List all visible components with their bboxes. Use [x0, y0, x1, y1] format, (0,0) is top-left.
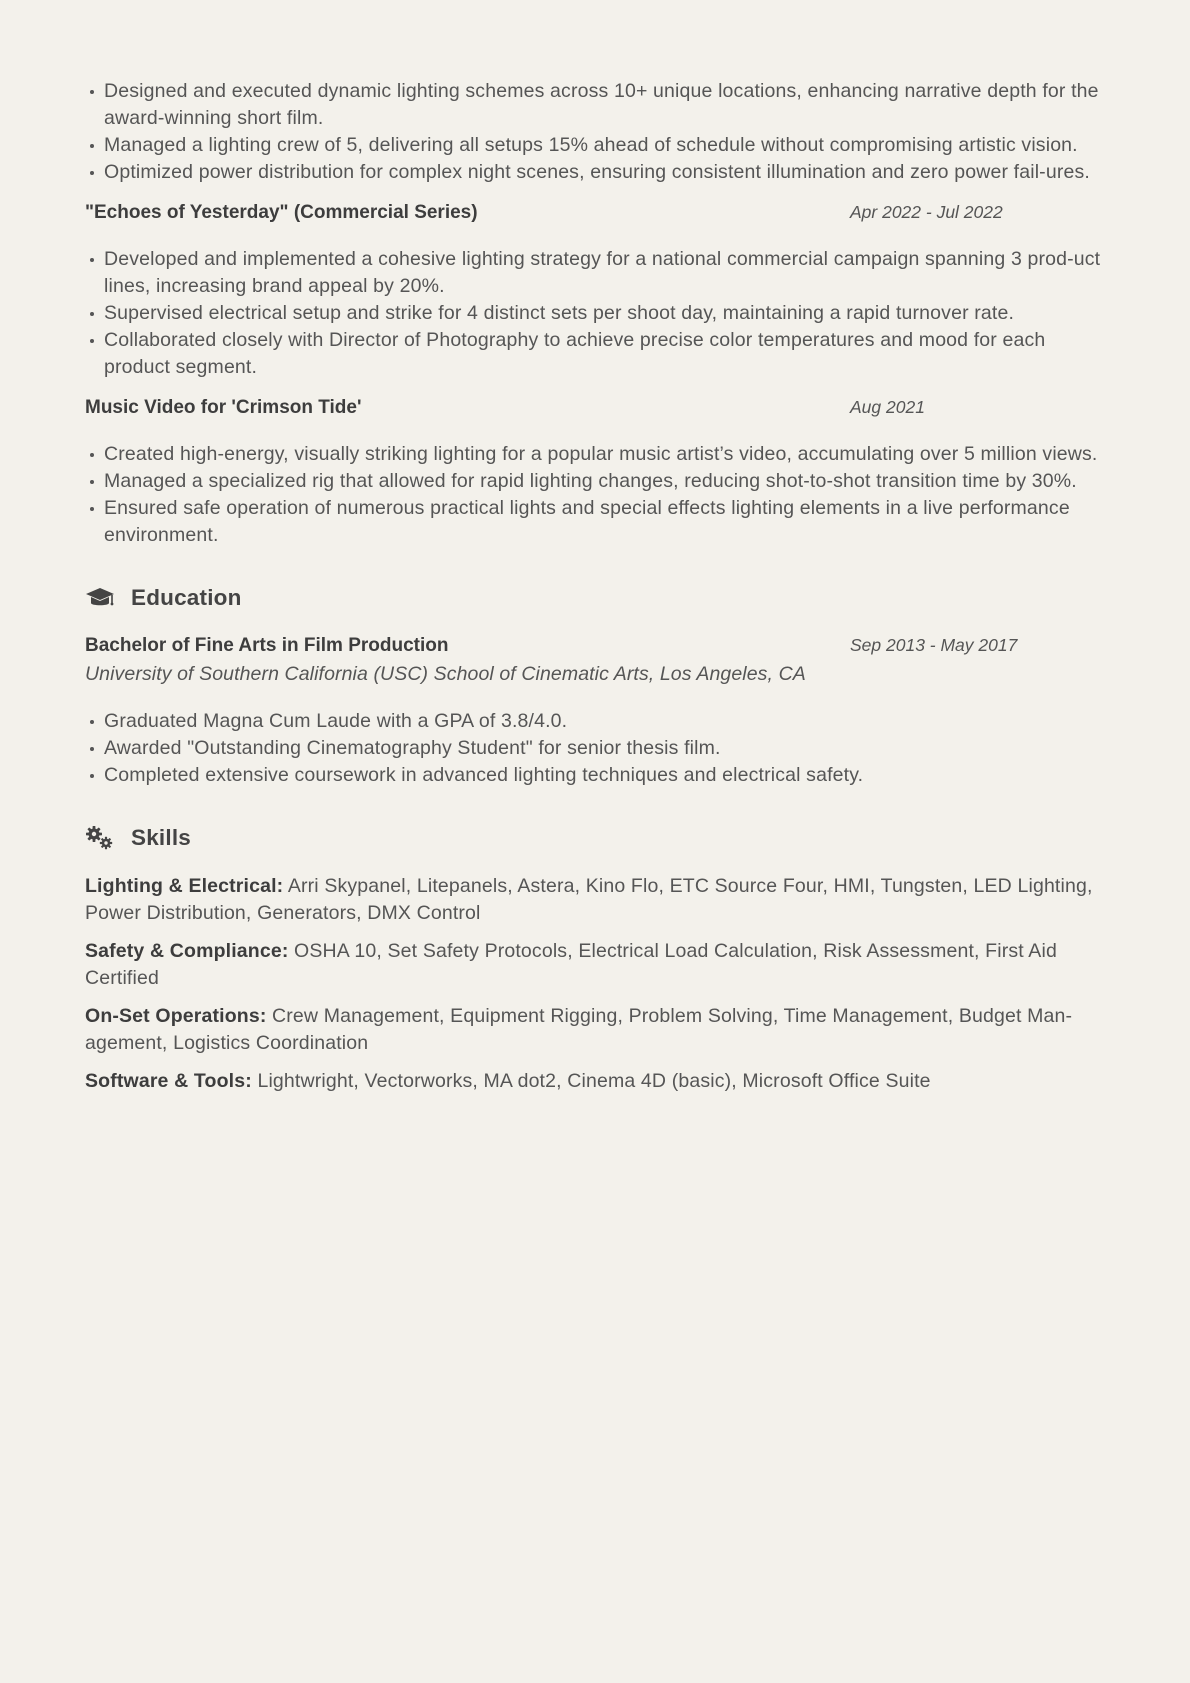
project-date: Aug 2021 [850, 397, 925, 417]
skill-row [85, 873, 1105, 927]
project-title: "Echoes of Yesterday" (Commercial Series) [85, 202, 478, 223]
skill-label: Lighting & Electrical: [85, 875, 284, 897]
list-item: Created high-energy, visually striking lighting for a popular music artist’s video, accumulating over 5 million views. [104, 441, 1105, 468]
skill-text: Crew Management, Equipment Rigging, Problem Solving, Time Management, Budget Man-agement, Logistics Coordination [85, 1005, 1073, 1054]
list-item: Collaborated closely with Director of Photography to achieve precise color temperatures and mood for each product segment. [104, 327, 1105, 381]
list-item: Developed and implemented a cohesive lighting strategy for a national commercial campaign spanning 3 prod-uct lines, increasing brand appeal by 20%. [104, 246, 1105, 300]
degree-header [85, 632, 1105, 659]
gears-icon [85, 823, 115, 853]
skill-text: Arri Skypanel, Litepanels, Astera, Kino Flo, ETC Source Four, HMI, Tungsten, LED Lighting, Power Distribution, Generators, DMX Control [85, 875, 1093, 924]
section-title: Education [131, 585, 242, 610]
list-item: Graduated Magna Cum Laude with a GPA of 3.8/4.0. [104, 708, 1105, 735]
list-item: Supervised electrical setup and strike for 4 distinct sets per shoot day, maintaining a rapid turnover rate. [104, 300, 1105, 327]
skills-list [85, 873, 1105, 1095]
resume-page [85, 78, 1105, 1106]
education-bullets-list [85, 708, 1105, 789]
skill-label: On-Set Operations: [85, 1005, 267, 1027]
list-item: Designed and executed dynamic lighting schemes across 10+ unique locations, enhancing narrative depth for the award-winning short film. [104, 78, 1105, 132]
degree-title: Bachelor of Fine Arts in Film Production [85, 635, 449, 656]
skill-row [85, 1003, 1105, 1057]
skill-text: Lightwright, Vectorworks, MA dot2, Cinema 4D (basic), Microsoft Office Suite [257, 1070, 931, 1092]
skill-text: OSHA 10, Set Safety Protocols, Electrical Load Calculation, Risk Assessment, First Aid Certified [85, 940, 1057, 989]
project-bullets-list [85, 246, 1105, 381]
project-header [85, 394, 1105, 421]
project-bullets-list [85, 78, 1105, 186]
section-title: Skills [131, 825, 191, 850]
skill-label: Safety & Compliance: [85, 940, 289, 962]
list-item: Awarded "Outstanding Cinematography Student" for senior thesis film. [104, 735, 1105, 762]
school-name: University of Southern California (USC) School of Cinematic Arts, Los Angeles, CA [85, 663, 806, 685]
list-item: Completed extensive coursework in advanced lighting techniques and electrical safety. [104, 762, 1105, 789]
list-item: Ensured safe operation of numerous practical lights and special effects lighting elements in a live performance environment. [104, 495, 1105, 549]
skill-row [85, 938, 1105, 992]
skills-section-header [85, 823, 1105, 853]
skill-label: Software & Tools: [85, 1070, 252, 1092]
list-item: Managed a specialized rig that allowed for rapid lighting changes, reducing shot-to-shot transition time by 30%. [104, 468, 1105, 495]
list-item: Optimized power distribution for complex night scenes, ensuring consistent illumination and zero power fail-ures. [104, 159, 1105, 186]
project-header [85, 199, 1105, 226]
project-date: Apr 2022 - Jul 2022 [850, 202, 1003, 222]
education-section-header [85, 583, 1105, 613]
graduation-cap-icon [85, 583, 115, 613]
project-title: Music Video for 'Crimson Tide' [85, 397, 362, 418]
degree-date: Sep 2013 - May 2017 [850, 635, 1018, 655]
skill-row [85, 1068, 1105, 1095]
project-bullets-list [85, 441, 1105, 549]
list-item: Managed a lighting crew of 5, delivering all setups 15% ahead of schedule without compromising artistic vision. [104, 132, 1105, 159]
